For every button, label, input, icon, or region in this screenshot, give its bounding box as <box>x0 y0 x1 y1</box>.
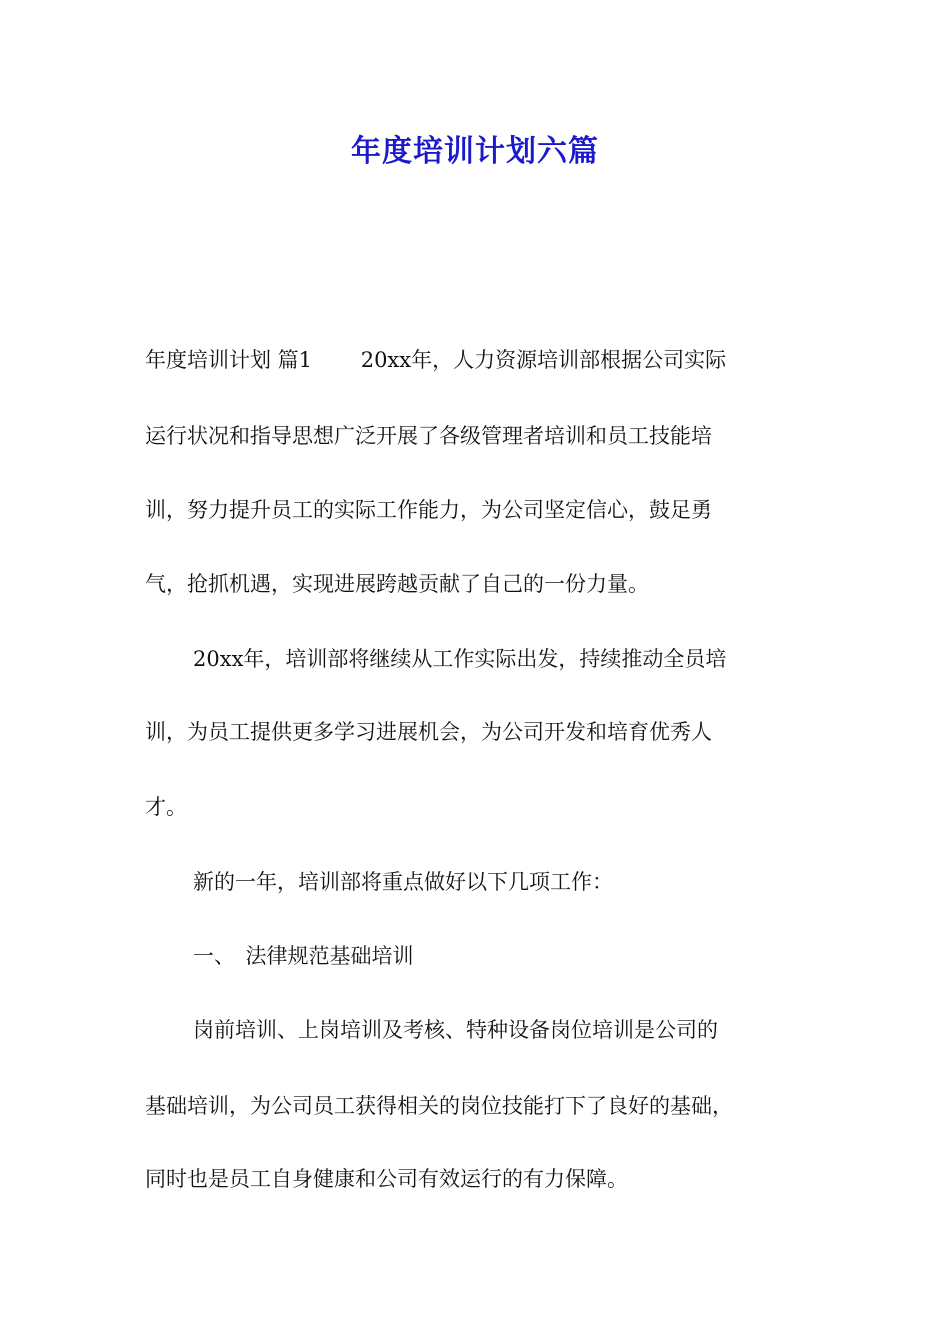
section-heading: 一、 法律规范基础培训 <box>193 944 414 968</box>
paragraph-line: 新的一年，培训部将重点做好以下几项工作： <box>193 870 613 894</box>
paragraph-line: 20xx年，培训部将继续从工作实际出发，持续推动全员培 <box>193 647 727 671</box>
paragraph-line: 训，为员工提供更多学习进展机会，为公司开发和培育优秀人 <box>145 720 712 744</box>
paragraph-line: 运行状况和指导思想广泛开展了各级管理者培训和员工技能培 <box>145 424 712 448</box>
paragraph-line: 同时也是员工自身健康和公司有效运行的有力保障。 <box>145 1167 628 1191</box>
paragraph-line: 岗前培训、上岗培训及考核、特种设备岗位培训是公司的 <box>193 1018 718 1042</box>
paragraph-line: 基础培训，为公司员工获得相关的岗位技能打下了良好的基础， <box>145 1094 733 1118</box>
paragraph-line: 年度培训计划 篇1 20xx年，人力资源培训部根据公司实际 <box>145 348 727 372</box>
paragraph-line: 训，努力提升员工的实际工作能力，为公司坚定信心，鼓足勇 <box>145 498 712 522</box>
paragraph-line: 才。 <box>145 795 187 819</box>
paragraph-line: 气，抢抓机遇，实现进展跨越贡献了自己的一份力量。 <box>145 572 649 596</box>
document-title: 年度培训计划六篇 <box>351 134 599 169</box>
